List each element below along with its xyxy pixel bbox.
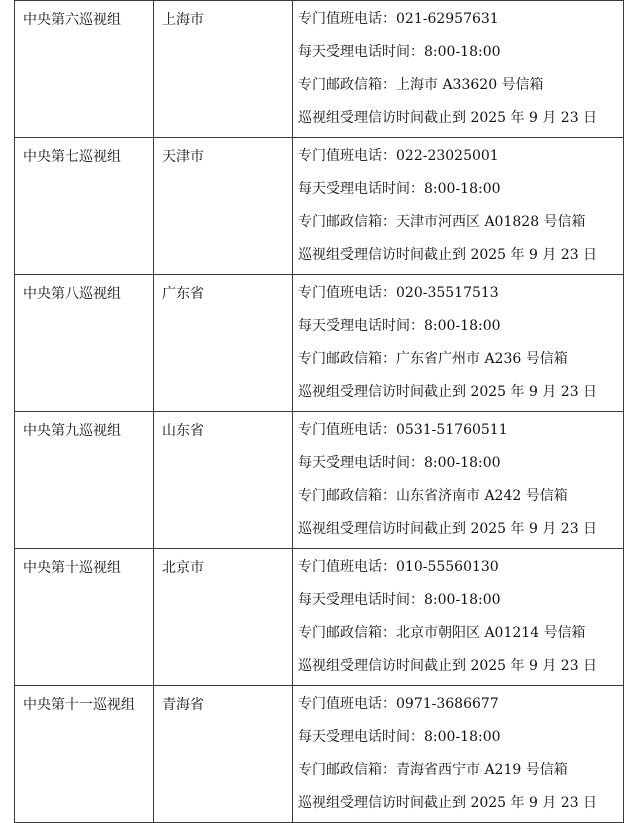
deadline-line: 巡视组受理信访时间截止到 2025 年 9 月 23 日 (298, 658, 598, 674)
group-name: 中央第八巡视组 (15, 275, 154, 412)
contact-info (293, 549, 624, 686)
deadline-line: 巡视组受理信访时间截止到 2025 年 9 月 23 日 (298, 110, 598, 126)
deadline-line: 巡视组受理信访时间截止到 2025 年 9 月 23 日 (298, 521, 598, 537)
hours-line: 每天受理电话时间：8:00-18:00 (298, 318, 501, 334)
deadline-line: 巡视组受理信访时间截止到 2025 年 9 月 23 日 (298, 247, 598, 263)
phone-line: 专门值班电话：021-62957631 (298, 11, 499, 27)
table-row (15, 686, 624, 823)
contact-info (293, 686, 624, 823)
region-name: 上海市 (154, 1, 293, 138)
mailbox-line: 专门邮政信箱：北京市朝阳区 A01214 号信箱 (298, 625, 586, 641)
hours-line: 每天受理电话时间：8:00-18:00 (298, 455, 501, 471)
group-name: 中央第九巡视组 (15, 412, 154, 549)
region-name: 北京市 (154, 549, 293, 686)
region-name: 天津市 (154, 138, 293, 275)
hours-line: 每天受理电话时间：8:00-18:00 (298, 592, 501, 608)
group-name: 中央第六巡视组 (15, 1, 154, 138)
phone-line: 专门值班电话：022-23025001 (298, 148, 499, 164)
mailbox-line: 专门邮政信箱：天津市河西区 A01828 号信箱 (298, 214, 586, 230)
phone-line: 专门值班电话：020-35517513 (298, 285, 499, 301)
hours-line: 每天受理电话时间：8:00-18:00 (298, 181, 501, 197)
table-row (15, 138, 624, 275)
table-row (15, 1, 624, 138)
phone-line: 专门值班电话：0971-3686677 (298, 696, 499, 712)
contact-info (293, 138, 624, 275)
region-name: 青海省 (154, 686, 293, 823)
mailbox-line: 专门邮政信箱：山东省济南市 A242 号信箱 (298, 488, 568, 504)
contact-info (293, 412, 624, 549)
contact-info (293, 275, 624, 412)
deadline-line: 巡视组受理信访时间截止到 2025 年 9 月 23 日 (298, 795, 598, 811)
contact-info (293, 1, 624, 138)
region-name: 山东省 (154, 412, 293, 549)
mailbox-line: 专门邮政信箱：广东省广州市 A236 号信箱 (298, 351, 568, 367)
group-name: 中央第七巡视组 (15, 138, 154, 275)
table-row (15, 275, 624, 412)
table-row (15, 412, 624, 549)
hours-line: 每天受理电话时间：8:00-18:00 (298, 44, 501, 60)
group-name: 中央第十巡视组 (15, 549, 154, 686)
group-name: 中央第十一巡视组 (15, 686, 154, 823)
deadline-line: 巡视组受理信访时间截止到 2025 年 9 月 23 日 (298, 384, 598, 400)
inspection-contact-table (14, 0, 624, 823)
region-name: 广东省 (154, 275, 293, 412)
mailbox-line: 专门邮政信箱：青海省西宁市 A219 号信箱 (298, 762, 568, 778)
hours-line: 每天受理电话时间：8:00-18:00 (298, 729, 501, 745)
phone-line: 专门值班电话：0531-51760511 (298, 422, 508, 438)
mailbox-line: 专门邮政信箱：上海市 A33620 号信箱 (298, 77, 544, 93)
phone-line: 专门值班电话：010-55560130 (298, 559, 499, 575)
table-row (15, 549, 624, 686)
